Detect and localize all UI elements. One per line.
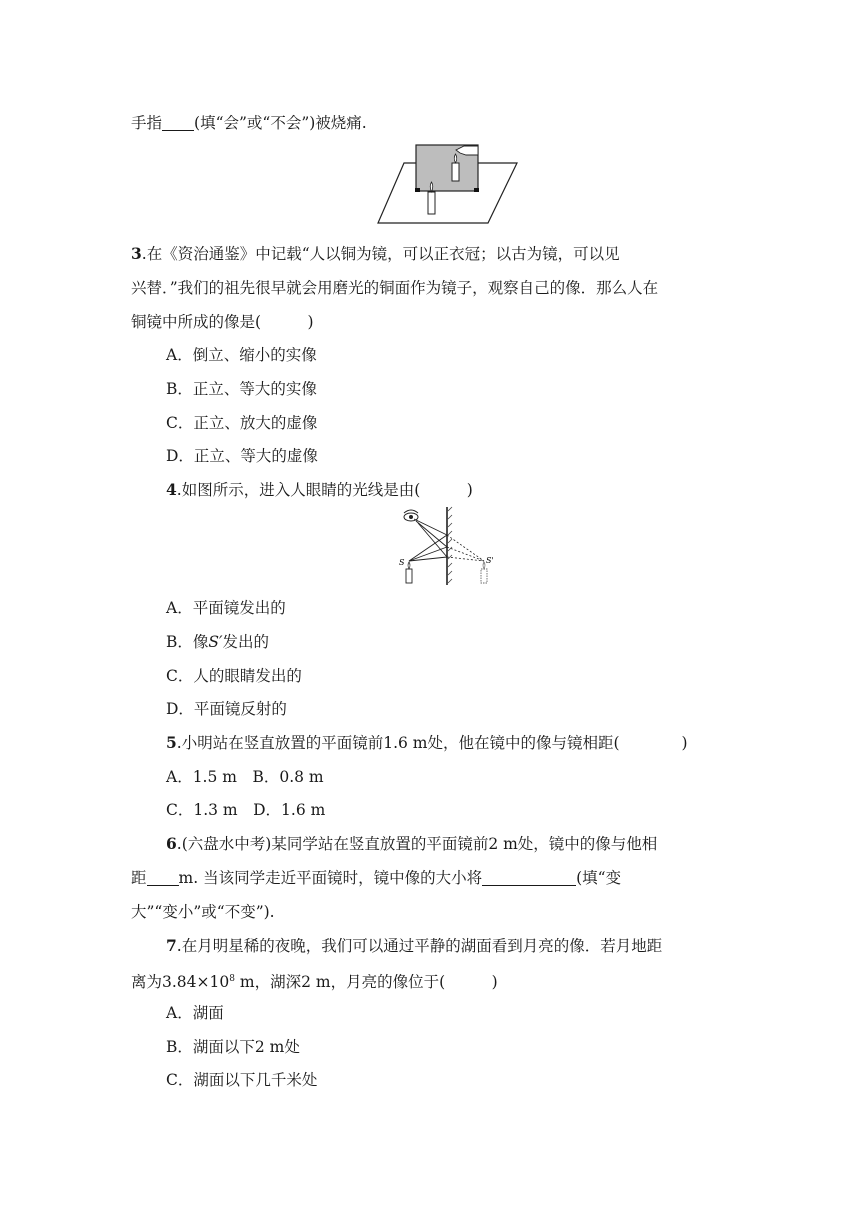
q3-option-a: A．倒立、缩小的实像 (166, 346, 317, 364)
q4-number: 4 (166, 480, 177, 499)
q3-line1: 3.在《资治通鉴》中记载“人以铜为镜，可以正衣冠；以古为镜，可以见 (131, 244, 620, 263)
q5-options-ab: A．1.5 m B．0.8 m (166, 768, 324, 786)
q3-line2: 兴替．”我们的祖先很早就会用磨光的铜面作为镜子，观察自己的像．那么人在 (131, 279, 659, 297)
q4-option-b: B．像S′发出的 (166, 633, 270, 651)
q4-light-path-figure (398, 505, 496, 587)
candle-flame-icon (430, 182, 433, 192)
q3-line3: 铜镜中所成的像是( ) (131, 313, 314, 331)
plate-stand-right (474, 188, 479, 192)
q2-mirror-figure (374, 141, 520, 227)
candle (428, 192, 435, 214)
exponent: 8 (229, 974, 235, 984)
light-rays (409, 519, 447, 561)
q5-number: 5 (166, 733, 177, 752)
q7-option-b: B．湖面以下2 m处 (166, 1038, 300, 1056)
q2-answer-blank (162, 114, 194, 131)
candle-s-flame-icon (408, 562, 410, 569)
candle-s-prime (481, 569, 487, 583)
q3-option-c: C．正立、放大的虚像 (166, 414, 318, 432)
q2-tail-prefix: 手指 (131, 114, 163, 132)
q7-option-a: A．湖面 (166, 1004, 224, 1022)
mirror-hatching (448, 507, 452, 583)
q6-number: 6 (166, 834, 177, 853)
q5-stem-line: 5.小明站在竖直放置的平面镜前1.6 m处，他在镜中的像与镜相距( ) (166, 733, 688, 752)
q4-option-a: A．平面镜发出的 (166, 599, 286, 617)
label-s-prime: S' (486, 556, 494, 565)
q6-answer-blank-2 (482, 869, 576, 886)
q3-option-d: D．正立、等大的虚像 (166, 447, 318, 465)
q6-answer-blank-1 (147, 869, 179, 886)
q7-option-c: C．湖面以下几千米处 (166, 1071, 318, 1089)
q6-line3: 大”“变小”或“不变”). (131, 903, 275, 921)
label-s: S (399, 558, 405, 567)
q7-number: 7 (166, 936, 177, 955)
q5-options-cd: C．1.3 m D．1.6 m (166, 801, 326, 819)
q6-line2: 距 m. 当该同学走近平面镜时，镜中像的大小将 (填“变 (131, 869, 622, 887)
q7-line1: 7.在月明星稀的夜晚，我们可以通过平静的湖面看到月亮的像．若月地距 (166, 936, 663, 955)
q4-option-c: C．人的眼睛发出的 (166, 667, 302, 685)
q2-tail-line (131, 113, 367, 133)
candle-s-prime-flame-icon (483, 562, 485, 569)
q4-stem-line: 4.如图所示，进入人眼睛的光线是由( ) (166, 480, 473, 499)
image-symbol: S′ (208, 633, 223, 651)
q3-option-b: B．正立、等大的实像 (166, 380, 317, 398)
eye-icon (404, 510, 418, 521)
q4-option-d: D．平面镜反射的 (166, 700, 287, 718)
q6-line1: 6.(六盘水中考)某同学站在竖直放置的平面镜前2 m处，镜中的像与他相 (166, 834, 658, 853)
q3-number: 3 (131, 244, 142, 263)
q2-tail-suffix: (填“会”或“不会”)被烧痛. (194, 114, 367, 132)
candle-image-flame (454, 154, 457, 163)
candle-image (452, 163, 459, 181)
virtual-rays (447, 535, 484, 561)
candle-s (406, 569, 412, 583)
q7-line2: 离为$3.84\times 10^8$ m，湖深2 m，月亮的像位于( ) (131, 973, 498, 992)
plate-stand-left (415, 188, 420, 192)
